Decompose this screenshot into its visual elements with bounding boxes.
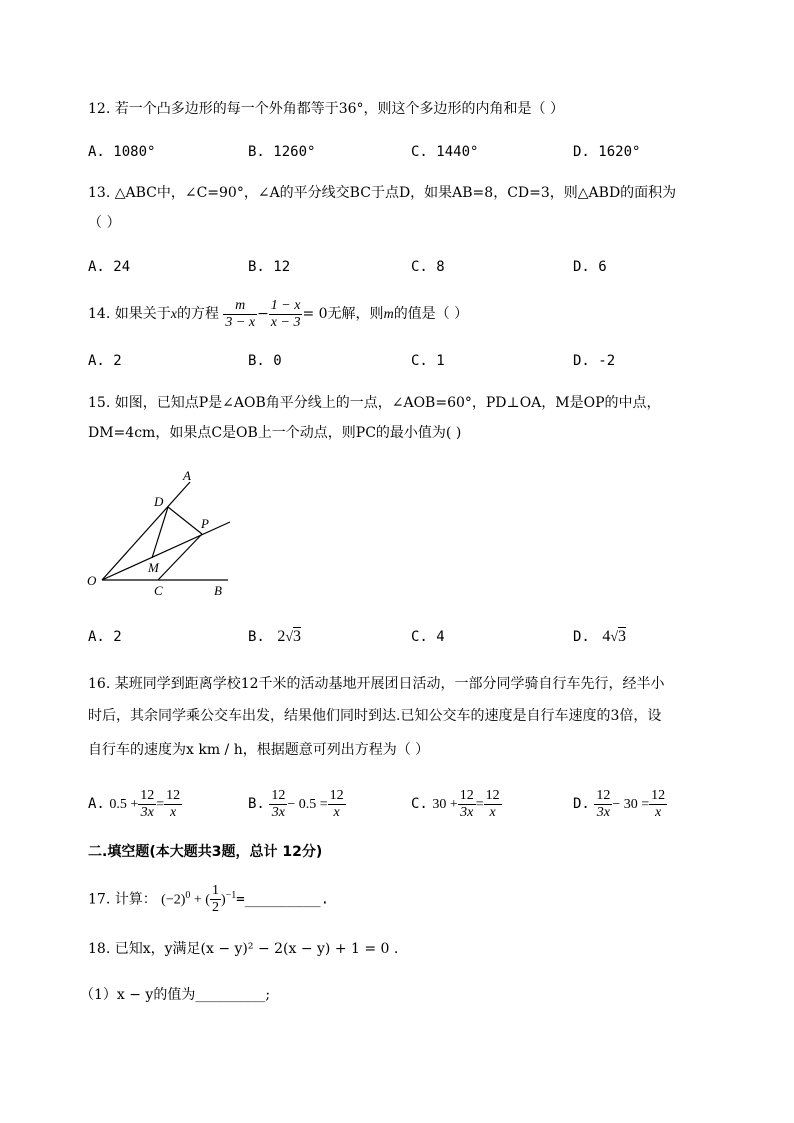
q13-option-d: D. 6 bbox=[573, 259, 607, 275]
q16-option-c-left: 30 + bbox=[432, 797, 458, 812]
label-m: M bbox=[148, 560, 159, 575]
q14-equals-zero: = 0 bbox=[302, 306, 328, 322]
frac-den: 3x bbox=[460, 804, 474, 820]
label-o: O bbox=[87, 573, 97, 588]
frac-num: 12 bbox=[485, 787, 500, 803]
q14-frac2-den: x − 3 bbox=[270, 314, 301, 330]
q16-option-b-mid: − 0.5 = bbox=[287, 797, 328, 812]
ray-oa bbox=[102, 482, 190, 580]
label-p: P bbox=[201, 516, 209, 531]
section-2-title: 二.填空题(本大题共3题，总计 12分) bbox=[88, 844, 323, 860]
q16-option-d-label: D. bbox=[573, 796, 590, 812]
q17-answer-blank: =_________. bbox=[236, 891, 329, 908]
q12-option-c: C. 1440° bbox=[411, 144, 479, 160]
q14-option-c: C. 1 bbox=[411, 353, 445, 369]
q14-option-a: A. 2 bbox=[88, 353, 122, 369]
q16-option-b-frac1 bbox=[269, 788, 287, 821]
frac-den: 2 bbox=[211, 900, 219, 916]
q15-option-b-label: B. bbox=[248, 629, 265, 645]
q17-prefix: 17. 计算： bbox=[88, 891, 157, 908]
q12-option-d: D. 1620° bbox=[573, 144, 641, 160]
frac-num: 12 bbox=[596, 787, 611, 803]
q16-option-d-frac2 bbox=[649, 788, 667, 821]
q16-option-c-frac2 bbox=[484, 788, 502, 821]
q16-option-a-frac2 bbox=[164, 788, 182, 821]
q14-minus: − bbox=[257, 306, 269, 322]
sqrt-icon: √ bbox=[610, 630, 618, 645]
q16-option-b bbox=[248, 786, 346, 823]
label-d: D bbox=[154, 494, 164, 509]
q15-option-b bbox=[248, 627, 301, 648]
q16-line-1: 16. 某班同学到距离学校12千米的活动基地开展团日活动，一部分同学骑自行车先行，经半小 bbox=[88, 676, 665, 692]
frac-den: x bbox=[655, 804, 662, 820]
frac-num: 12 bbox=[329, 787, 344, 803]
q16-option-a bbox=[88, 786, 182, 823]
frac-den: x bbox=[489, 804, 496, 820]
segment-pc bbox=[158, 534, 202, 580]
q16-option-d bbox=[573, 786, 667, 823]
q14-after: 无解，则 bbox=[327, 306, 384, 322]
q16-option-a-label: A. bbox=[88, 796, 105, 812]
q15-option-b-coef: 2 bbox=[277, 628, 286, 645]
q15-option-c: C. 4 bbox=[411, 629, 445, 645]
frac-den: 3x bbox=[596, 804, 610, 820]
frac-den: x bbox=[170, 804, 177, 820]
q17-line bbox=[88, 876, 329, 921]
q14-option-b: B. 0 bbox=[248, 353, 282, 369]
frac-num: 12 bbox=[459, 787, 474, 803]
q15-geometry-figure bbox=[80, 462, 250, 602]
q15-option-d-coef: 4 bbox=[602, 628, 611, 645]
q18-sub-1: （1）x − y的值为__________; bbox=[80, 987, 271, 1003]
sqrt-icon: √ bbox=[285, 630, 293, 645]
q16-option-c-frac1 bbox=[458, 788, 476, 821]
q16-option-c-eq: = bbox=[475, 797, 484, 812]
q14-frac1-num: m bbox=[223, 298, 257, 315]
q15-option-d bbox=[573, 627, 626, 648]
q14-var-x: x bbox=[170, 307, 177, 322]
q18-stem: 18. 已知x，y满足(x − y)² − 2(x − y) + 1 = 0 . bbox=[88, 941, 399, 957]
q16-line-2: 时后，其余同学乘公交车出发，结果他们同时到达.已知公交车的速度是自行车速度的3倍，设 bbox=[88, 708, 662, 724]
label-a: A bbox=[183, 468, 191, 483]
q16-option-d-frac1 bbox=[594, 788, 612, 821]
q16-option-a-left: 0.5 + bbox=[109, 797, 139, 812]
frac-num: 12 bbox=[140, 787, 155, 803]
q15-option-d-radicand: 3 bbox=[618, 628, 626, 645]
q15-line-1: 15. 如图，已知点P是∠AOB角平分线上的一点，∠AOB=60°，PD⊥OA，M是OP的中点， bbox=[88, 395, 661, 411]
q14-stem bbox=[88, 296, 468, 333]
q15-option-d-label: D. bbox=[573, 629, 590, 645]
frac-num: 12 bbox=[651, 787, 666, 803]
q17-exp0: 0 bbox=[185, 890, 191, 901]
q14-fraction-1 bbox=[223, 298, 257, 331]
q16-option-c bbox=[411, 786, 502, 823]
q17-exp-neg1: −1 bbox=[225, 890, 237, 901]
frac-den: 3x bbox=[271, 804, 285, 820]
q15-option-a: A. 2 bbox=[88, 629, 122, 645]
q13-option-b: B. 12 bbox=[248, 259, 291, 275]
q16-option-d-mid: − 30 = bbox=[612, 797, 650, 812]
q16-option-c-label: C. bbox=[411, 796, 428, 812]
q16-option-a-frac1 bbox=[138, 788, 156, 821]
q17-plus: + ( bbox=[190, 892, 210, 908]
q13-option-a: A. 24 bbox=[88, 259, 131, 275]
q14-frac2-num: 1 − x bbox=[270, 297, 301, 313]
q16-option-b-label: B. bbox=[248, 796, 265, 812]
q14-option-d: D. -2 bbox=[573, 353, 616, 369]
q14-suffix: 的值是（ ） bbox=[393, 306, 469, 322]
q14-var-m: m bbox=[383, 307, 394, 322]
q16-option-a-eq: = bbox=[156, 797, 165, 812]
segment-dp bbox=[168, 507, 202, 534]
frac-num: 12 bbox=[166, 787, 181, 803]
frac-num: 12 bbox=[271, 787, 286, 803]
q15-line-2: DM=4cm，如果点C是OB上一个动点，则PC的最小值为( ) bbox=[88, 425, 462, 441]
q14-fraction-2 bbox=[269, 298, 303, 331]
q12-stem: 12. 若一个凸多边形的每一个外角都等于36°，则这个多边形的内角和是（ ） bbox=[88, 101, 564, 117]
q16-line-3: 自行车的速度为x km / h，根据题意可列出方程为（ ） bbox=[88, 742, 430, 758]
frac-den: x bbox=[333, 804, 340, 820]
q14-mid: 的方程 bbox=[176, 306, 219, 322]
q16-option-b-frac2 bbox=[328, 788, 346, 821]
frac-num: 1 bbox=[211, 883, 219, 899]
q12-option-a: A. 1080° bbox=[88, 144, 156, 160]
q14-frac1-den: 3 − x bbox=[225, 314, 256, 330]
q17-expr-left: (−2) bbox=[161, 892, 186, 908]
q13-paren: （ ） bbox=[88, 215, 121, 231]
label-b: B bbox=[214, 583, 222, 598]
q15-option-b-radicand: 3 bbox=[293, 628, 301, 645]
frac-den: 3x bbox=[140, 804, 154, 820]
q17-half-frac bbox=[210, 883, 221, 916]
label-c: C bbox=[154, 583, 163, 598]
q12-option-b: B. 1260° bbox=[248, 144, 316, 160]
q17-close: ) bbox=[220, 892, 226, 908]
q13-option-c: C. 8 bbox=[411, 259, 445, 275]
q13-stem: 13. △ABC中，∠C=90°，∠A的平分线交BC于点D，如果AB=8，CD=3，则△ABD的面积为 bbox=[88, 185, 677, 201]
q14-prefix: 14. 如果关于 bbox=[88, 306, 171, 322]
